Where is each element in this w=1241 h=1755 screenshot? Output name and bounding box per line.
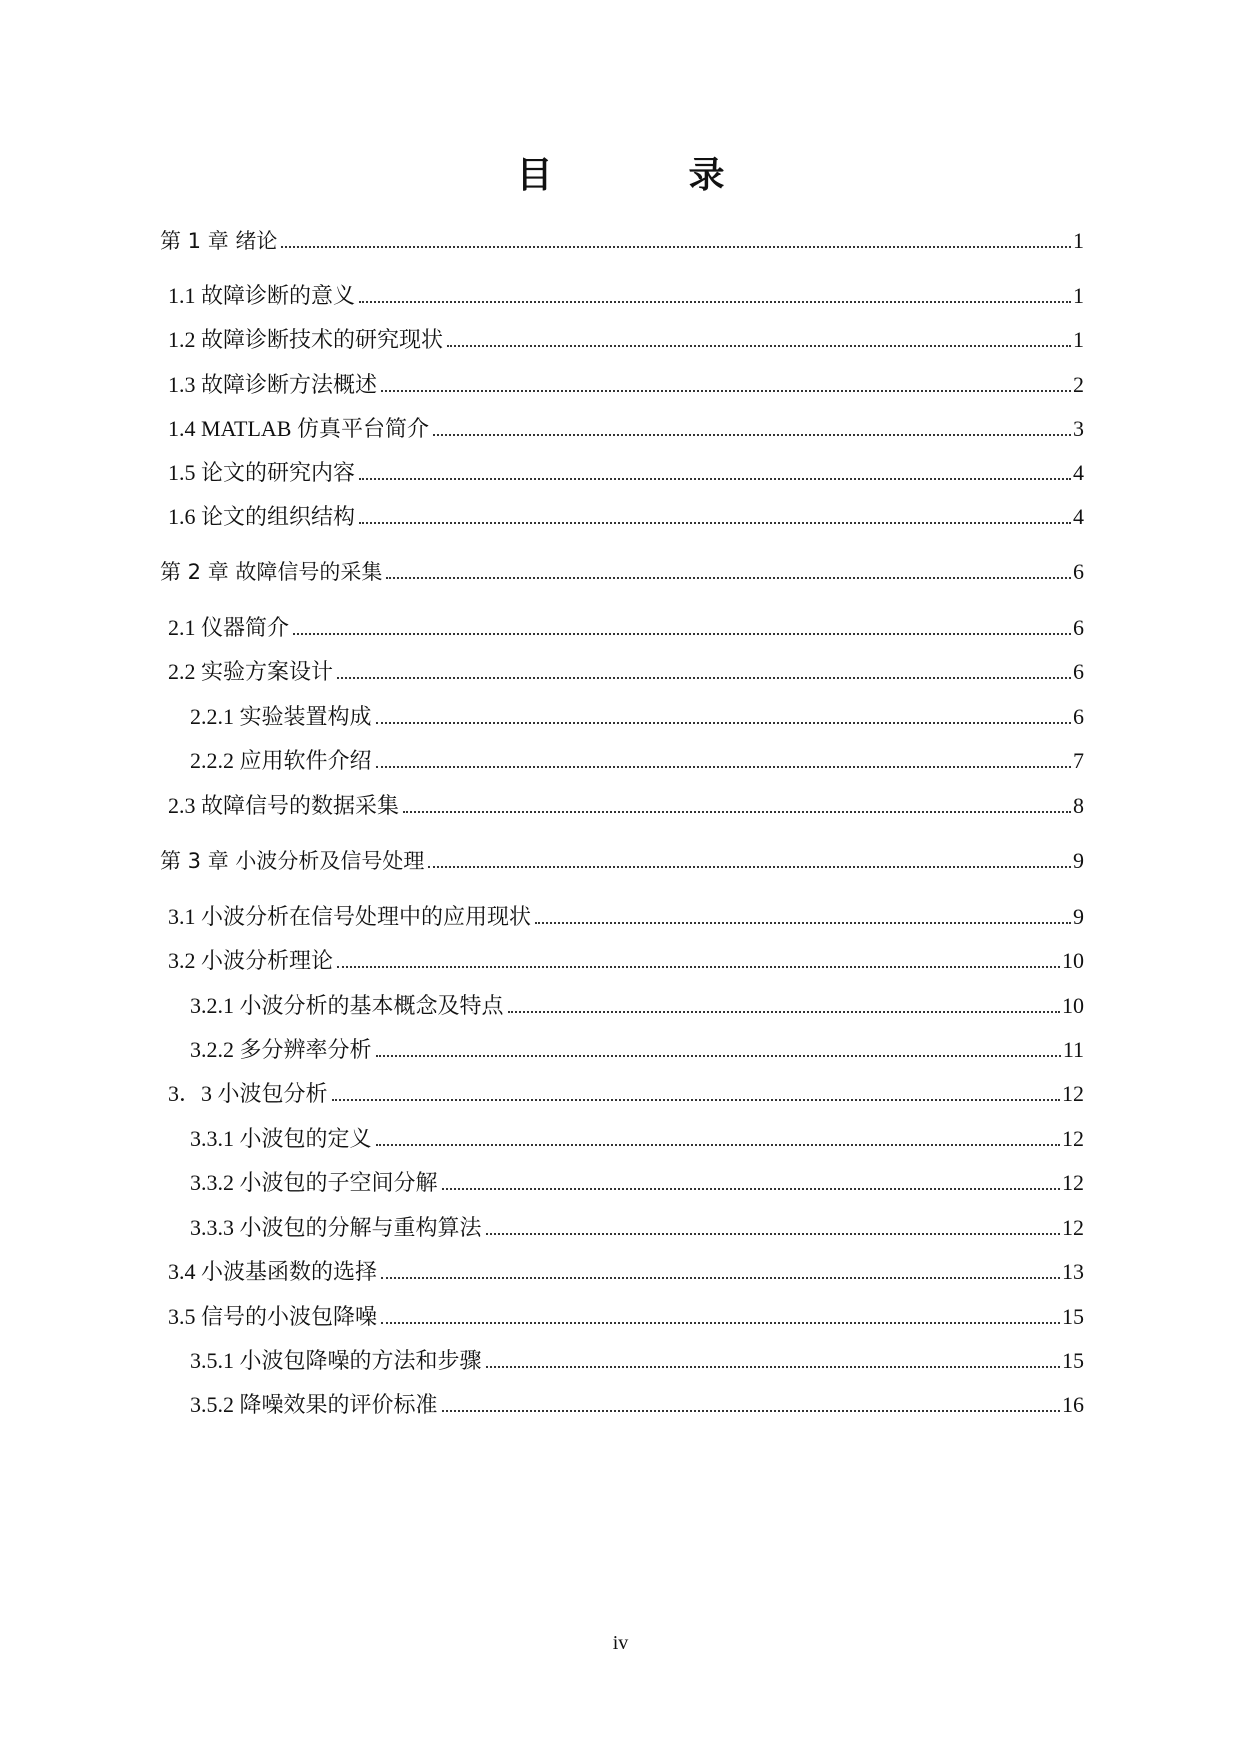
toc-entry-label: 1.5 论文的研究内容 [168,460,356,485]
toc-dot-leader [508,1010,1060,1013]
toc-entry-page: 6 [1073,615,1084,640]
toc-section-entry [168,458,1084,488]
toc-section-entry [190,702,1084,732]
toc-dot-leader [359,300,1071,303]
toc-entry-page: 6 [1073,659,1084,684]
toc-section-entry [190,1390,1084,1420]
toc-dot-leader [386,576,1071,579]
toc-dot-leader [486,1365,1060,1368]
toc-entry-page: 12 [1062,1170,1084,1195]
toc-entry-page: 4 [1073,460,1084,485]
toc-entry-label: 3.5 信号的小波包降噪 [168,1304,378,1329]
toc-entry-label: 2.2 实验方案设计 [168,659,334,684]
toc-section-entry [168,370,1084,400]
toc-section-entry [168,1302,1084,1332]
toc-section-entry [168,1257,1084,1287]
toc-dot-leader [433,433,1071,436]
toc-entry-page: 9 [1073,848,1084,873]
toc-entry-label: 第 3 章 小波分析及信号处理 [160,849,425,873]
toc-entry-page: 15 [1062,1348,1084,1373]
toc-entry-page: 11 [1062,1037,1084,1062]
toc-section-entry [168,414,1084,444]
toc-entry-label: 3.5.2 降噪效果的评价标准 [190,1392,438,1417]
toc-entry-page: 2 [1073,372,1084,397]
toc-dot-leader [486,1232,1060,1235]
toc-entry-page: 6 [1073,559,1084,584]
toc-dot-leader [381,1276,1060,1279]
toc-section-entry [190,746,1084,776]
toc-entry-label: 1.1 故障诊断的意义 [168,283,356,308]
toc-dot-leader [376,1054,1061,1057]
toc-dot-leader [376,1143,1060,1146]
toc-entry-label: 1.4 MATLAB 仿真平台简介 [168,416,429,441]
toc-dot-leader [359,521,1071,524]
toc-section-entry [168,502,1084,532]
toc-entry-label: 2.2.1 实验装置构成 [190,704,372,729]
toc-entry-page: 1 [1073,327,1084,352]
toc-dot-leader [332,1098,1060,1101]
toc-entry-label: 2.1 仪器简介 [168,615,290,640]
toc-entry-label: 3.2.1 小波分析的基本概念及特点 [190,993,504,1018]
toc-entry-label: 2.2.2 应用软件介绍 [190,748,372,773]
toc-dot-leader [376,765,1071,768]
toc-entry-page: 1 [1073,283,1084,308]
toc-entry-page: 8 [1073,793,1084,818]
toc-entry-label: 3.3.2 小波包的子空间分解 [190,1170,438,1195]
toc-dot-leader [535,921,1071,924]
toc-section-entry [168,1079,1084,1109]
toc-section-entry [168,281,1084,311]
toc-dot-leader [403,810,1071,813]
toc-entry-page: 7 [1073,748,1084,773]
toc-entry-page: 12 [1062,1126,1084,1151]
toc-entry-label: 第 1 章 绪论 [160,229,278,253]
toc-dot-leader [381,1321,1060,1324]
toc-entry-page: 1 [1073,228,1084,253]
toc-entry-page: 9 [1073,904,1084,929]
toc-entry-page: 12 [1062,1081,1084,1106]
toc-entry-page: 10 [1062,993,1084,1018]
toc-entry-label: 3.4 小波基函数的选择 [168,1259,378,1284]
toc-chapter-entry [160,557,1084,587]
toc-entry-page: 4 [1073,504,1084,529]
toc-section-entry [190,1035,1084,1065]
toc-dot-leader [281,245,1071,248]
toc-section-entry [168,902,1084,932]
toc-dot-leader [442,1187,1060,1190]
toc-entry-label: 1.6 论文的组织结构 [168,504,356,529]
toc-chapter-entry [160,226,1084,256]
toc-section-entry [190,1213,1084,1243]
toc-dot-leader [428,865,1071,868]
page-title: 目 录 [516,155,775,196]
toc-dot-leader [381,389,1071,392]
toc-entry-label: 3.1 小波分析在信号处理中的应用现状 [168,904,532,929]
toc-section-entry [168,657,1084,687]
toc-entry-page: 13 [1062,1259,1084,1284]
toc-entry-label: 3.3.1 小波包的定义 [190,1126,372,1151]
toc-entry-label: 第 2 章 故障信号的采集 [160,560,383,584]
toc-section-entry [190,1124,1084,1154]
toc-entry-page: 3 [1073,416,1084,441]
toc-section-entry [168,325,1084,355]
toc-entry-label: 1.3 故障诊断方法概述 [168,372,378,397]
toc-section-entry [190,1168,1084,1198]
toc-dot-leader [337,676,1071,679]
toc-entry-page: 6 [1073,704,1084,729]
toc-entry-label: 3.3.3 小波包的分解与重构算法 [190,1215,482,1240]
toc-entry-label: 3.5.1 小波包降噪的方法和步骤 [190,1348,482,1373]
toc-section-entry [190,1346,1084,1376]
toc-section-entry [190,991,1084,1021]
toc-entry-label: 3.2 小波分析理论 [168,948,334,973]
toc-chapter-entry [160,846,1084,876]
toc-section-entry [168,613,1084,643]
toc-entry-page: 15 [1062,1304,1084,1329]
toc-entry-page: 10 [1062,948,1084,973]
toc-dot-leader [447,344,1071,347]
toc-entry-page: 16 [1062,1392,1084,1417]
toc-dot-leader [293,632,1071,635]
toc-dot-leader [442,1409,1060,1412]
page-number: iv [612,1632,629,1654]
toc-dot-leader [359,477,1071,480]
toc-entry-page: 12 [1062,1215,1084,1240]
toc-entry-label: 3．3 小波包分析 [168,1081,328,1106]
toc-dot-leader [337,965,1060,968]
toc-entry-label: 2.3 故障信号的数据采集 [168,793,400,818]
toc-dot-leader [376,721,1071,724]
toc-section-entry [168,791,1084,821]
toc-entry-label: 3.2.2 多分辨率分析 [190,1037,372,1062]
toc-section-entry [168,946,1084,976]
toc-entry-label: 1.2 故障诊断技术的研究现状 [168,327,444,352]
